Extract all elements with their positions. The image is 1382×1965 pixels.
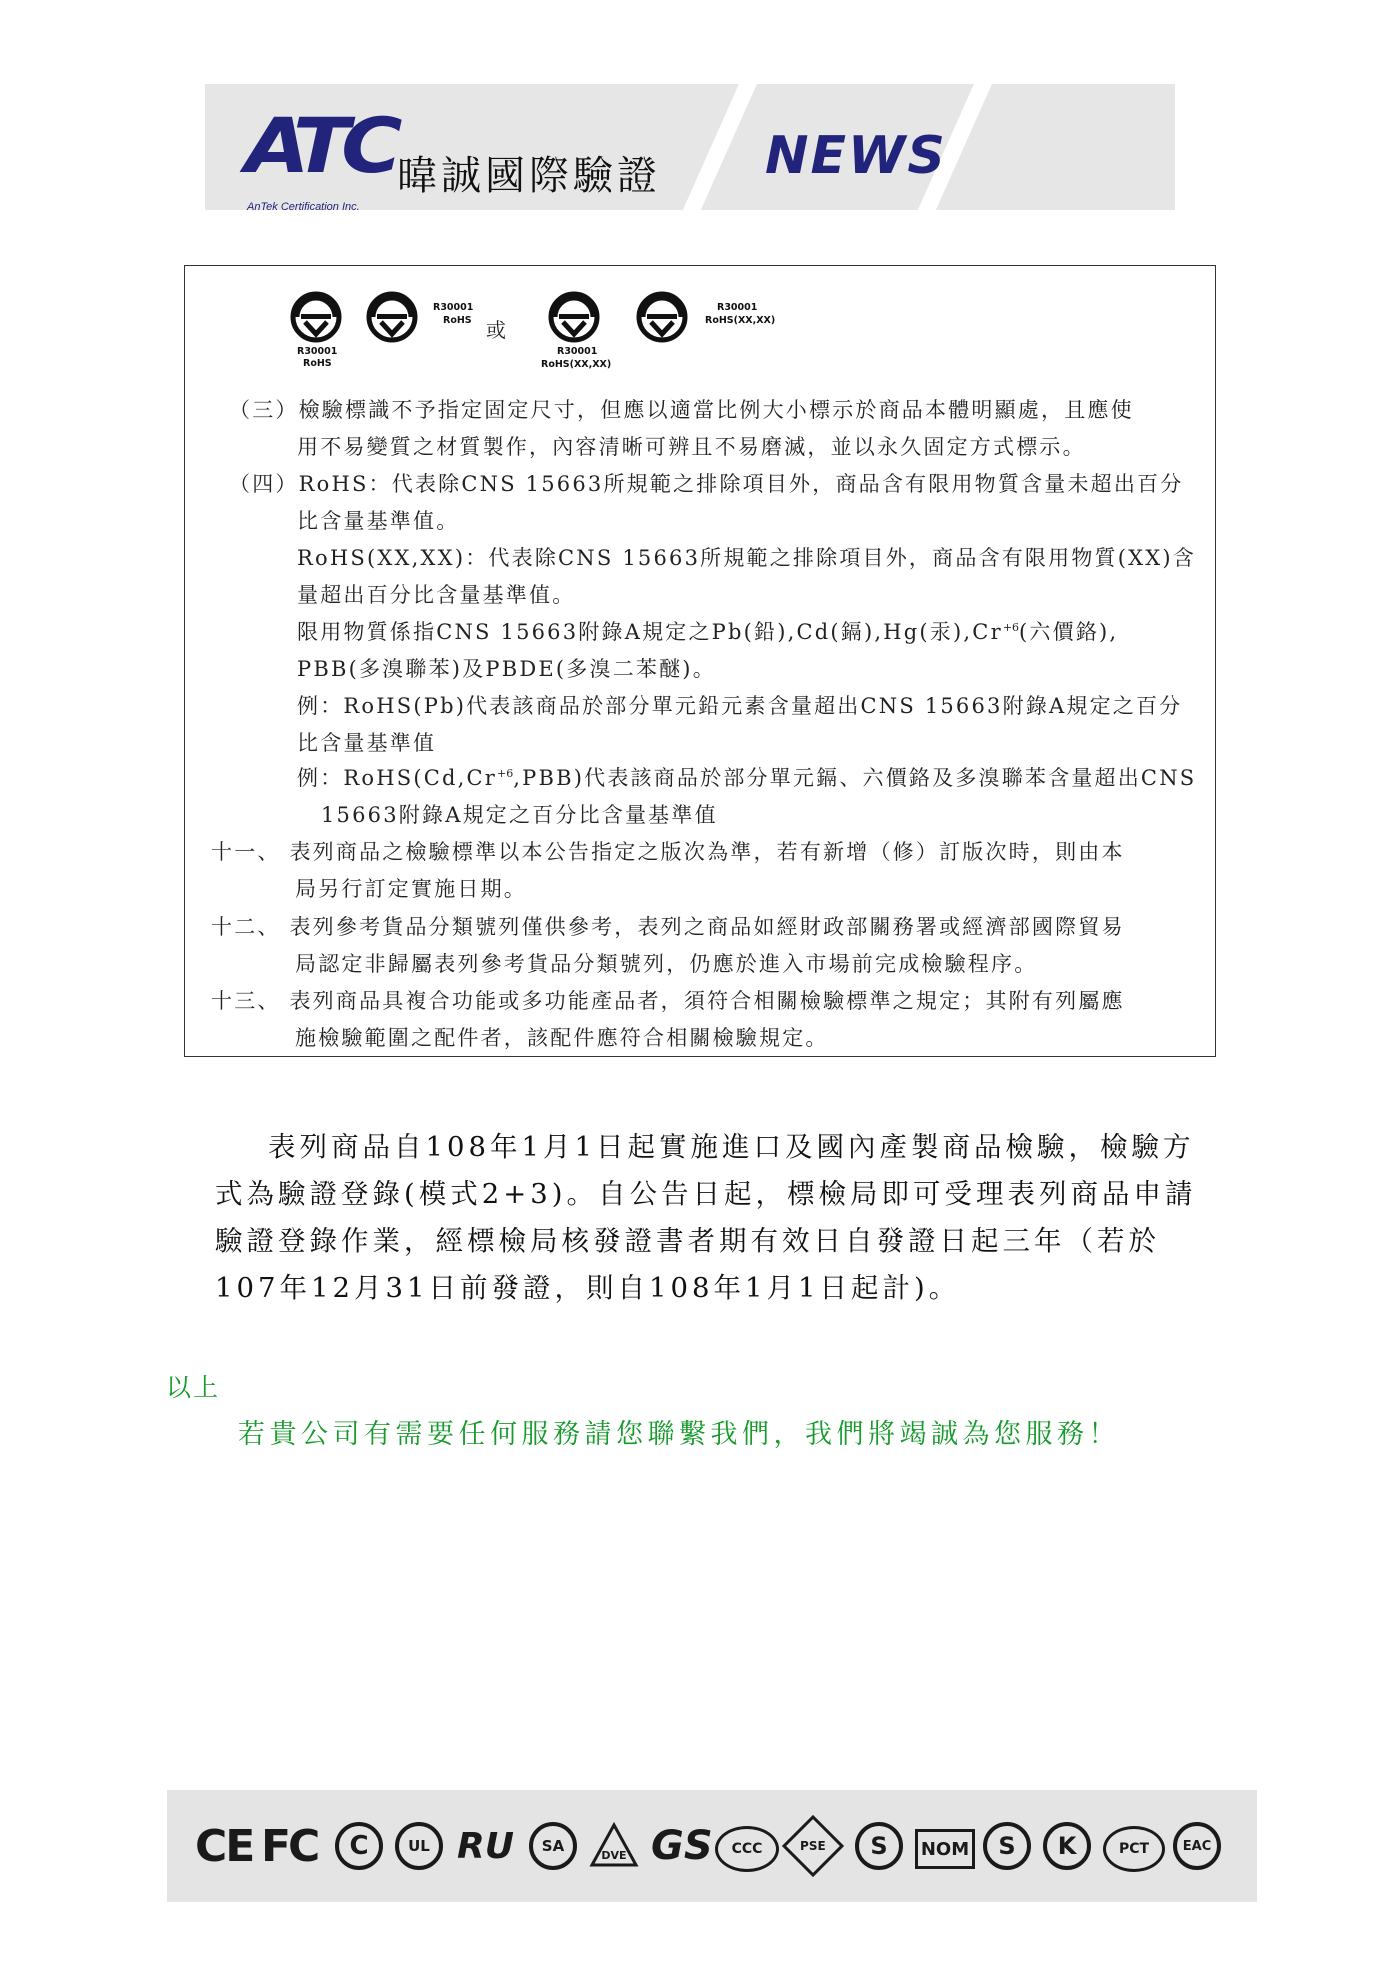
ur-mark-icon: RU <box>457 1825 514 1867</box>
pct-mark-icon: PCT <box>1103 1826 1165 1872</box>
pse-mark-icon: PSE <box>782 1815 844 1877</box>
s-mark-icon: S <box>983 1822 1031 1870</box>
news-label: NEWS <box>765 126 947 186</box>
mark-rohs-xx: RoHS(XX,XX) <box>705 315 776 326</box>
bsmi-mark-icon <box>289 290 343 344</box>
body-paragraph-line: 驗證登錄作業，經標檢局核發證書者期有效日自發證日起三年（若於 <box>215 1225 1160 1257</box>
text-line: （四）RoHS：代表除CNS 15663所規範之排除項目外，商品含有限用物質含量未超出百分 <box>229 472 1184 496</box>
closing-remark: 以上 <box>166 1373 221 1402</box>
contact-invitation: 若貴公司有需要任何服務請您聯繫我們，我們將竭誠為您服務！ <box>238 1419 1120 1450</box>
or-word: 或 <box>486 318 506 342</box>
ce-mark-icon: CE <box>195 1820 254 1872</box>
ul-mark-icon: UL <box>395 1822 443 1870</box>
bsmi-mark-icon <box>635 290 689 344</box>
body-paragraph-line: 表列商品自108年1月1日起實施進口及國內產製商品檢驗，檢驗方 <box>268 1131 1195 1163</box>
text-line: 例：RoHS(Pb)代表該商品於部分單元鉛元素含量超出CNS 15663附錄A規定之百分 <box>297 694 1183 718</box>
text-line: 量超出百分比含量基準值。 <box>297 583 576 607</box>
banner-divider <box>677 84 762 210</box>
mark-rohs-xx: RoHS(XX,XX) <box>541 359 612 370</box>
mark-rohs: RoHS <box>303 358 332 369</box>
announcement-box <box>184 265 1216 1057</box>
bsmi-mark-icon <box>365 290 419 344</box>
mark-code: R30001 <box>717 302 758 313</box>
text-line: PBB(多溴聯苯)及PBDE(多溴二苯醚)。 <box>297 657 716 681</box>
s-mark-icon: S <box>855 1822 903 1870</box>
text-line: 例：$RoHS(Cd,Cr^{+6},PBB)$代表該商品於部分單元鎘、六價鉻及多溴聯苯含量超出CNS <box>297 766 1197 790</box>
text-line: 15663附錄A規定之百分比含量基準值 <box>321 803 718 827</box>
mark-code: R30001 <box>433 302 474 313</box>
mark-code: R30001 <box>297 346 338 357</box>
bsmi-mark-icon <box>547 290 601 344</box>
header-banner: ATC AnTek Certification Inc. 暐誠國際驗證 NEWS <box>205 84 1175 210</box>
text-line: 局認定非歸屬表列參考貨品分類號列，仍應於進入市場前完成檢驗程序。 <box>295 952 1038 976</box>
k-mark-icon: K <box>1043 1822 1091 1870</box>
svg-text:DVE: DVE <box>601 1849 627 1862</box>
certification-logos-bar <box>167 1790 1257 1902</box>
gs-mark-icon: GS <box>651 1823 713 1869</box>
mark-rohs: RoHS <box>443 315 472 326</box>
text-line: RoHS(XX,XX)：代表除CNS 15663所規範之排除項目外，商品含有限用物質(XX)含 <box>297 546 1197 570</box>
eac-mark-icon: EAC <box>1173 1822 1221 1870</box>
c-tick-icon: C <box>335 1822 383 1870</box>
vde-mark-icon <box>589 1818 639 1874</box>
text-line: 十一、 表列商品之檢驗標準以本公告指定之版次為準，若有新增（修）訂版次時，則由本 <box>211 840 1125 864</box>
csa-mark-icon: SA <box>529 1822 577 1870</box>
inspection-marks <box>185 266 1215 386</box>
text-line: 十三、 表列商品具複合功能或多功能產品者，須符合相關檢驗標準之規定；其附有列屬應 <box>211 989 1125 1013</box>
body-paragraph-line: 107年12月31日前發證，則自108年1月1日起計)。 <box>215 1272 961 1304</box>
text-line: 比含量基準值 <box>297 731 437 755</box>
text-line: 用不易變質之材質製作，內容清晰可辨且不易磨滅，並以永久固定方式標示。 <box>297 435 1086 459</box>
text-line: 局另行訂定實施日期。 <box>295 877 527 901</box>
ccc-mark-icon: CCC <box>715 1826 779 1872</box>
mark-code: R30001 <box>557 346 598 357</box>
text-line: 十二、 表列參考貨品分類號列僅供參考，表列之商品如經財政部關務署或經濟部國際貿易 <box>211 915 1125 939</box>
company-name: 暐誠國際驗證 <box>397 153 661 199</box>
text-line: 限用物質係指CNS 15663附錄A規定之Pb(鉛),Cd(鎘),Hg(汞)$,Cr^{+6}$(六價鉻), <box>297 620 1119 644</box>
text-line: 施檢驗範圍之配件者，該配件應符合相關檢驗規定。 <box>295 1026 829 1050</box>
fcc-mark-icon: FC <box>261 1820 318 1872</box>
nom-mark-icon: NOM <box>915 1829 975 1869</box>
text-line: 比含量基準值。 <box>297 509 460 533</box>
logo-subtitle: AnTek Certification Inc. <box>247 201 360 210</box>
text-line: （三）檢驗標識不予指定固定尺寸，但應以適當比例大小標示於商品本體明顯處，且應使 <box>229 398 1134 422</box>
body-paragraph-line: 式為驗證登錄(模式2+3)。自公告日起，標檢局即可受理表列商品申請 <box>215 1178 1197 1210</box>
